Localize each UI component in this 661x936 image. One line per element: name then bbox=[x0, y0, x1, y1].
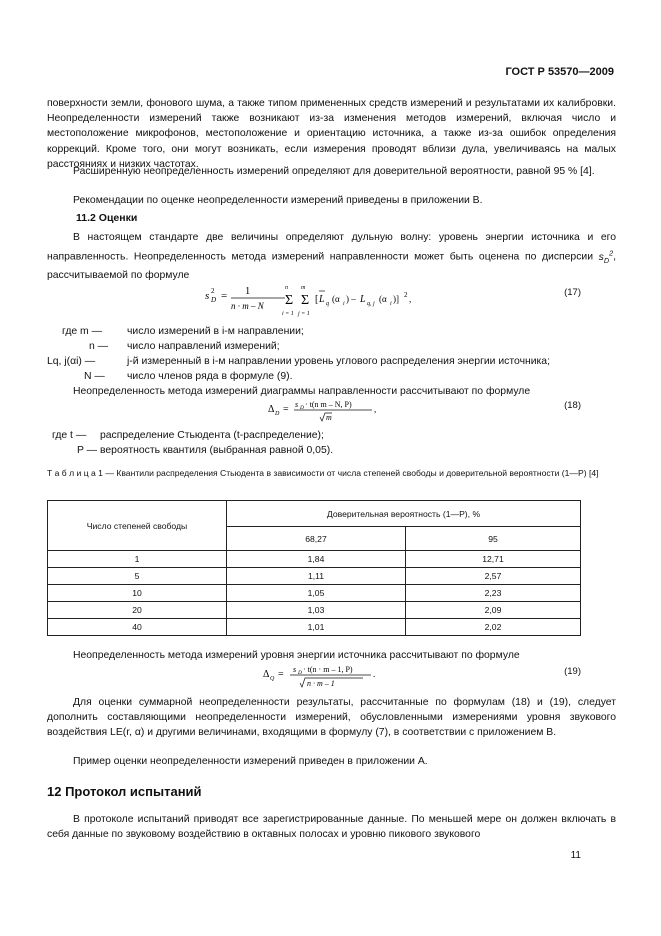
formula-19-number: (19) bbox=[564, 666, 581, 677]
svg-text:Δ: Δ bbox=[263, 669, 270, 680]
svg-text:L: L bbox=[319, 294, 325, 305]
formula-18-number: (18) bbox=[564, 400, 581, 411]
def-17-m-text: число измерений в i-м направлении; bbox=[127, 326, 304, 337]
def-18-p-text: вероятность квантиля (выбранная равной 0,05). bbox=[100, 445, 334, 456]
table-cell: 1,84 bbox=[227, 551, 406, 568]
svg-text:Σ: Σ bbox=[285, 293, 294, 308]
table-cell: 20 bbox=[48, 602, 227, 619]
table-subheader-95: 95 bbox=[406, 527, 581, 551]
def-18-t-text: распределение Стьюдента (t-распределение); bbox=[100, 430, 324, 441]
formula-17-number: (17) bbox=[564, 287, 581, 298]
table-cell: 1,11 bbox=[227, 568, 406, 585]
svg-text:(α: (α bbox=[332, 294, 340, 304]
table-row bbox=[48, 585, 581, 602]
table-subheader-68: 68,27 bbox=[227, 527, 406, 551]
svg-text:j = 1: j = 1 bbox=[298, 311, 310, 317]
svg-text:Q: Q bbox=[270, 676, 275, 682]
formula-18 bbox=[268, 396, 398, 426]
formula-19 bbox=[263, 661, 393, 691]
section-11-2-paragraph-1-end: , рассчитываемой по формуле bbox=[47, 251, 616, 281]
def-17-m-symbol: где m — bbox=[62, 326, 102, 337]
svg-text:=: = bbox=[221, 290, 228, 302]
table-1 bbox=[47, 500, 581, 636]
table-cell: 2,09 bbox=[406, 602, 581, 619]
table-cell: 12,71 bbox=[406, 551, 581, 568]
svg-text:,: , bbox=[409, 294, 412, 304]
svg-text:D: D bbox=[298, 670, 302, 676]
formula-19-graphic bbox=[263, 661, 393, 691]
after-table-paragraph-3: Пример оценки неопределенности измерений приведен в приложении А. bbox=[73, 756, 428, 767]
table-1-caption: Т а б л и ц а 1 — Квантили распределения Стьюдента в зависимости от числа степеней свободы и доверительной вероятности (1—P) [4] bbox=[47, 468, 599, 478]
svg-text:i: i bbox=[343, 301, 345, 307]
def-18-t-symbol: где t — bbox=[52, 430, 87, 441]
def-17-l-symbol: Lq, j(αi) — bbox=[47, 356, 96, 367]
svg-text:s: s bbox=[295, 400, 299, 409]
svg-text:s: s bbox=[205, 290, 210, 302]
svg-text:s: s bbox=[293, 665, 297, 674]
table-header-confidence: Доверительная вероятность (1—P), % bbox=[227, 501, 581, 527]
table-row bbox=[48, 568, 581, 585]
svg-text:m: m bbox=[301, 285, 306, 291]
formula-17 bbox=[205, 285, 445, 321]
formula-17-graphic bbox=[205, 285, 445, 321]
after-table-paragraph-2: Для оценки суммарной неопределенности результаты, рассчитанные по формулам (18) и (19), следует дополнить составляющими неопределенности измерений, обусловленными измерениями уровня звукового воздействия LE(r, α) и другими величинами, входящими в формулу (7), в соответствии с приложением В. bbox=[47, 697, 616, 739]
section-11-2-paragraph-1-text: В настоящем стандарте две величины определяют дульную волну: уровень энергии источника и его направленность. Неопределенность метода измерений направленности может быть оценена по дисперсии bbox=[47, 232, 616, 263]
svg-text:i = 1: i = 1 bbox=[282, 311, 294, 317]
svg-text:1: 1 bbox=[245, 286, 251, 297]
svg-text:D: D bbox=[300, 405, 304, 411]
table-cell: 2,57 bbox=[406, 568, 581, 585]
svg-text:· t(n · m – 1, P): · t(n · m – 1, P) bbox=[303, 665, 353, 674]
formula-18-graphic bbox=[268, 396, 398, 426]
def-17-nn-text: число членов ряда в формуле (9). bbox=[127, 371, 293, 382]
svg-text:,: , bbox=[374, 404, 377, 414]
intro-paragraph-2: Расширенную неопределенность измерений определяют для доверительной вероятности, равной 95 % [4]. bbox=[73, 166, 595, 177]
svg-text:q, j: q, j bbox=[367, 301, 375, 307]
table-row bbox=[48, 602, 581, 619]
section-12-paragraph-1: В протоколе испытаний приводят все зарегистрированные данные. По меньшей мере он должен включать в себя данные по звуковому воздействию в октавных полосах и уровню пикового звукового bbox=[47, 814, 616, 841]
section-12-title: 12 Протокол испытаний bbox=[47, 784, 202, 799]
svg-text:D: D bbox=[211, 296, 217, 304]
svg-text:Δ: Δ bbox=[268, 404, 275, 415]
table-cell: 5 bbox=[48, 568, 227, 585]
svg-text:q: q bbox=[326, 301, 329, 307]
svg-text:=: = bbox=[283, 404, 289, 415]
table-cell: 1,05 bbox=[227, 585, 406, 602]
section-11-2-paragraph-1 bbox=[47, 230, 616, 283]
svg-text:=: = bbox=[278, 669, 284, 680]
svg-text:.: . bbox=[373, 669, 376, 679]
table-cell: 2,23 bbox=[406, 585, 581, 602]
section-11-2-paragraph-2: Неопределенность метода измерений диаграммы направленности рассчитывают по формуле bbox=[73, 386, 531, 397]
table-row bbox=[48, 551, 581, 568]
def-17-n-symbol: n — bbox=[89, 341, 109, 352]
after-table-paragraph-1: Неопределенность метода измерений уровня энергии источника рассчитывают по формуле bbox=[73, 650, 520, 661]
svg-text:Σ: Σ bbox=[301, 293, 310, 308]
table-row bbox=[48, 619, 581, 636]
svg-text:D: D bbox=[275, 411, 280, 417]
svg-text:· t(n m – N, P): · t(n m – N, P) bbox=[305, 400, 352, 409]
def-17-l-text: j-й измеренный в i-м направлении уровень углового распределения энергии источника; bbox=[127, 356, 550, 367]
table-cell: 2,02 bbox=[406, 619, 581, 636]
variance-symbol: $s_D^2$ bbox=[598, 248, 614, 265]
intro-paragraph-3: Рекомендации по оценке неопределенности измерений приведены в приложении В. bbox=[73, 195, 483, 206]
table-cell: 1,03 bbox=[227, 602, 406, 619]
table-cell: 1,01 bbox=[227, 619, 406, 636]
table-cell: 40 bbox=[48, 619, 227, 636]
svg-text:2: 2 bbox=[211, 287, 215, 295]
table-cell: 1 bbox=[48, 551, 227, 568]
svg-text:m: m bbox=[326, 413, 332, 422]
svg-text:)]: )] bbox=[393, 294, 399, 304]
svg-text:i: i bbox=[390, 301, 392, 307]
intro-paragraph-1: поверхности земли, фонового шума, а также типом примененных средств измерений и результатами их калибровки. Неопределенности измерений также возникают из-за изменения методов измерений, включая число и местоположение микрофонов, местоположение и ориентацию источника, а также из-за ошибок определения коррекций. Кроме того, они могут возникать, если измерения проводят вблизи дула, увеличиваясь на малых расстояниях и низких частотах. bbox=[47, 98, 616, 170]
svg-text:[: [ bbox=[315, 294, 319, 305]
table-cell: 10 bbox=[48, 585, 227, 602]
svg-text:) –: ) – bbox=[346, 294, 356, 304]
svg-text:L: L bbox=[360, 294, 366, 305]
svg-text:2: 2 bbox=[404, 291, 408, 299]
section-11-2-title: 11.2 Оценки bbox=[76, 212, 138, 224]
def-17-n-text: число направлений измерений; bbox=[127, 341, 280, 352]
table-header-degrees: Число степеней свободы bbox=[48, 501, 227, 551]
svg-text:n · m – 1: n · m – 1 bbox=[307, 679, 335, 688]
page-number: 11 bbox=[570, 850, 581, 861]
svg-text:n · m – N: n · m – N bbox=[231, 301, 264, 311]
document-header: ГОСТ Р 53570—2009 bbox=[505, 66, 614, 78]
def-17-nn-symbol: N — bbox=[84, 371, 105, 382]
svg-text:n: n bbox=[285, 285, 288, 291]
def-18-p-symbol: P — bbox=[77, 445, 98, 456]
svg-text:(α: (α bbox=[379, 294, 387, 304]
